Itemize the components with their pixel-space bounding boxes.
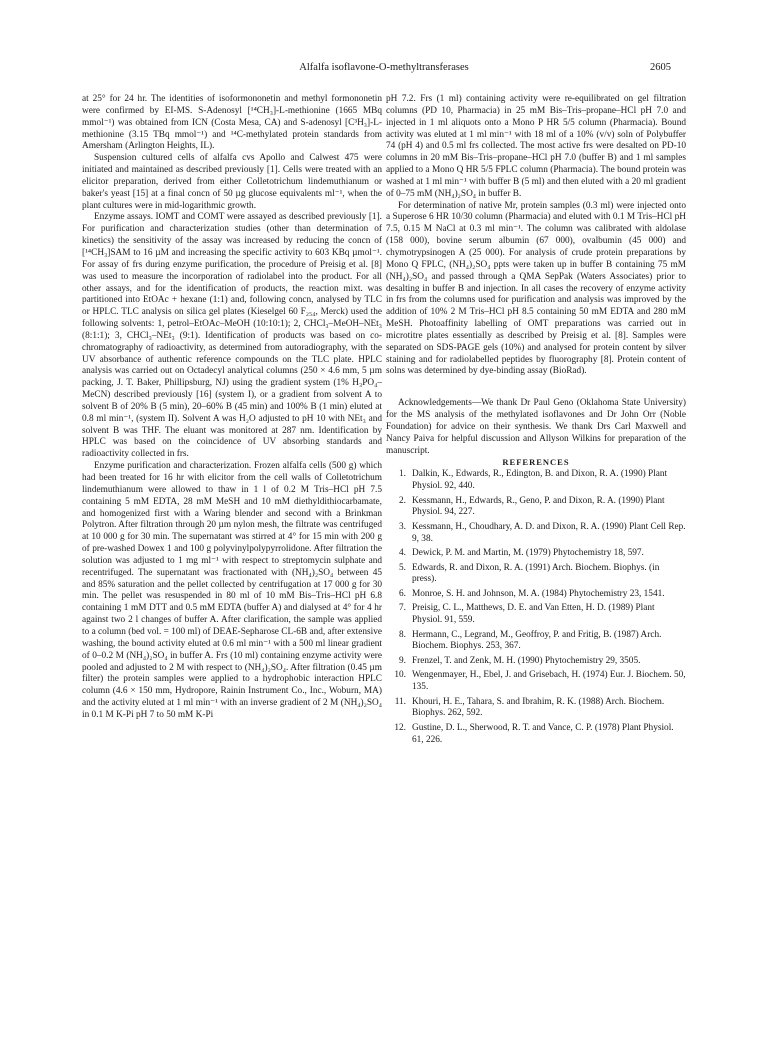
paragraph: at 25° for 24 hr. The identities of isoformononetin and methyl formononetin were confirmed by EI-MS. S-Adenosyl [¹⁴CH₃]-L-methionine (1665 MBq mmol⁻¹) was obtained from ICN (Costa Mesa, CA) and S-adenosyl [C³H₃]-L-methionine (3.15 TBq mmol⁻¹) and ¹⁴C-methylated protein standards from Amersham (Arlington Heights, IL). bbox=[82, 94, 382, 152]
reference-text: Monroe, S. H. and Johnson, M. A. (1984) Phytochemistry 23, 1541. bbox=[412, 588, 665, 599]
reference-text: Frenzel, T. and Zenk, M. H. (1990) Phytochemistry 29, 3505. bbox=[412, 655, 641, 666]
acknowledgements: Acknowledgements—We thank Dr Paul Geno (Oklahoma State University) for the MS analysis of the methylated isoflavones and Dr John Orr (Noble Foundation) for advice on their synthesis. We thank Drs Carl Maxwell and Nancy Paiva for helpful discussion and Allyson Wilkins for preparation of the manuscript. bbox=[386, 398, 686, 456]
reference-item bbox=[386, 723, 686, 747]
reference-item bbox=[386, 697, 686, 721]
reference-text: Wengenmayer, H., Ebel, J. and Grisebach, H. (1974) Eur. J. Biochem. 50, 135. bbox=[412, 670, 686, 693]
reference-number: 11. bbox=[394, 696, 406, 707]
references-heading: REFERENCES bbox=[502, 457, 570, 468]
reference-item bbox=[386, 522, 686, 546]
reference-text: Gustine, D. L., Sherwood, R. T. and Vance, C. P. (1978) Plant Physiol. 61, 226. bbox=[412, 722, 674, 745]
reference-number: 9. bbox=[399, 655, 406, 666]
reference-item bbox=[386, 630, 686, 654]
reference-text: Kessmann, H., Choudhary, A. D. and Dixon, R. A. (1990) Plant Cell Rep. 9, 38. bbox=[412, 521, 686, 544]
reference-text: Khouri, H. E., Tahara, S. and Ibrahim, R. K. (1988) Arch. Biochem. Biophys. 262, 592. bbox=[412, 696, 665, 719]
reference-item bbox=[386, 563, 686, 587]
reference-number: 5. bbox=[399, 562, 406, 573]
reference-number: 4. bbox=[399, 548, 406, 559]
page-number: 2605 bbox=[650, 62, 671, 73]
reference-text: Kessmann, H., Edwards, R., Geno, P. and Dixon, R. A. (1990) Plant Physiol. 94, 227. bbox=[412, 495, 665, 518]
reference-number: 10. bbox=[394, 670, 406, 681]
reference-number: 1. bbox=[399, 469, 406, 480]
running-title: Alfalfa isoflavone-O-methyltransferases bbox=[299, 62, 469, 73]
reference-text: Edwards, R. and Dixon, R. A. (1991) Arch. Biochem. Biophys. (in press). bbox=[412, 562, 660, 585]
reference-number: 2. bbox=[399, 495, 406, 506]
reference-item bbox=[386, 670, 686, 694]
reference-number: 3. bbox=[399, 521, 406, 532]
reference-text: Dewick, P. M. and Martin, M. (1979) Phytochemistry 18, 597. bbox=[412, 548, 644, 559]
paragraph: Enzyme purification and characterization. Frozen alfalfa cells (500 g) which had been treated for 16 hr with elicitor from the cell walls of Colletotrichum lindemuthianum were allowed to thaw in 1 l of 0.2 M Tris–HCl pH 7.5 containing 5 mM EDTA, 28 mM MeSH and 10 mM diethyldithiocarbamate, and homogenized first with a Waring blender and second with a Brinkman Polytron. After filtration through 20 µm nylon mesh, the filtrate was centrifuged at 10 000 g for 30 min. The supernatant was stirred at 4° for 15 min with 200 g of pre-washed Dowex 1 and 100 g polyvinylpolypyrrolidone. After filtration the solution was adjusted to 1 mg ml⁻¹ with respect to streptomycin sulphate and recentrifuged. The supernatant was fractionated with (NH₄)₂SO₄ between 45 and 85% saturation and the pellet collected by centrifugation at 17 000 g for 30 min. The pellet was resuspended in 80 ml of 10 mM Bis–Tris–HCl pH 6.8 containing 1 mM DTT and 0.5 mM EDTA (buffer A) and dialysed at 4° for 4 hr against two 2 l changes of buffer A. After clarification, the sample was applied to a column (bed vol. = 100 ml) of DEAE-Sepharose CL-6B and, after extensive washing, the bound activity eluted at 0.6 ml min⁻¹ with a 500 ml linear gradient of 0–0.2 M (NH₄)₂SO₄ in buffer A. Frs (10 ml) containing enzyme activity were pooled and adjusted to 2 M with respect to (NH₄)₂SO₄. After filtration (0.45 µm filter) the protein samples were applied to a hydrophobic interaction HPLC column (4.6 × 150 mm, Hydropore, Rainin Instrument Co., Inc., Woburn, MA) and the activity eluted at 1 ml min⁻¹ with an inverse gradient of 2 M (NH₄)₂SO₄ in 0.1 M K-Pi pH 7 to 50 mM K-Pi bbox=[82, 461, 382, 720]
reference-text: Hermann, C., Legrand, M., Geoffroy, P. and Fritig, B. (1987) Arch. Biochem. Biophys. 253, 367. bbox=[412, 629, 662, 652]
reference-item bbox=[386, 548, 686, 560]
reference-item bbox=[386, 603, 686, 627]
reference-number: 6. bbox=[399, 588, 406, 599]
left-column bbox=[82, 94, 382, 722]
reference-number: 12. bbox=[394, 722, 406, 733]
reference-item bbox=[386, 469, 686, 493]
reference-number: 8. bbox=[399, 629, 406, 640]
paragraph: Suspension cultured cells of alfalfa cvs Apollo and Calwest 475 were initiated and maintained as described previously [1]. Cells were treated with an elicitor preparation, derived from either Colletotrichum lindemuthianum or baker's yeast [15] at a final concn of 50 µg glucose equivalents ml⁻¹, when the plant cultures were in mid-logarithmic growth. bbox=[82, 153, 382, 211]
references-list bbox=[386, 469, 686, 746]
paragraph: pH 7.2. Frs (1 ml) containing activity were re-equilibrated on gel filtration columns (PD 10, Pharmacia) in 25 mM Bis–Tris–propane–HCl pH 7.0 and injected in 1 ml aliquots onto a Mono P HR 5/5 column (Pharmacia). Bound activity was eluted at 1 ml min⁻¹ with 18 ml of a 10% (v/v) soln of Polybuffer 74 (pH 4) and 0.5 ml frs collected. The most active frs were desalted on PD-10 columns in 20 mM Bis–Tris–propane–HCl pH 7.0 (buffer B) and 1 ml samples applied to a Mono Q HR 5/5 FPLC column (Pharmacia). The bound protein was washed at 1 ml min⁻¹ with buffer B (5 ml) and then eluted with a 20 ml gradient of 0–75 mM (NH₄)₂SO₄ in buffer B. bbox=[386, 94, 686, 199]
reference-item bbox=[386, 589, 686, 601]
reference-text: Preisig, C. L., Matthews, D. E. and Van Etten, H. D. (1989) Plant Physiol. 91, 559. bbox=[412, 603, 655, 626]
paragraph: Enzyme assays. IOMT and COMT were assayed as described previously [1]. For purification and characterization studies (other than determination of kinetics) the sensitivity of the assay was increased by reducing the concn of [¹⁴CH₃]SAM to 16 µM and increasing the specific activity to 603 KBq µmol⁻¹. For assay of frs during enzyme purification, the procedure of Preisig et al. [8] was used to measure the incorporation of radiolabel into the product. For all other assays, and for the identification of products, the reaction mixt. was partitioned into EtOAc + hexane (1:1) and, following concn, analysed by TLC or HPLC. TLC analysis on silica gel plates (Kieselgel 60 F₂₅₄, Merck) used the following solvents: 1, petrol–EtOAc–MeOH (10:10:1); 2, CHCl₃–MeOH–NEt₃ (8:1:1); 3, CHCl₃–NEt₃ (9:1). Identification of products was based on co-chromatography of radioactivity, as determined from autoradiography, with the UV absorbance of authentic reference compounds on the TLC plate. HPLC analysis was carried out on Octadecyl analytical columns (250 × 4.6 mm, 5 µm packing, J. T. Baker, Phillipsburg, NJ) using the gradient system (1% H₃PO₄–MeCN) described previously [16] (system I), or a gradient from solvent A to solvent B of 20% B (5 min), 20–60% B (45 min) and 100% B (1 min) eluted at 0.8 ml min⁻¹, (system II). Solvent A was H₂O adjusted to pH 10 with NEt₃ and solvent B was THF. The eluant was monitored at 287 nm. Identification by HPLC was based on the coincidence of UV absorbing standards and radioactivity collected in frs. bbox=[82, 212, 382, 460]
paragraph: For determination of native Mr, protein samples (0.3 ml) were injected onto a Superose 6 HR 10/30 column (Pharmacia) and eluted with 0.1 M Tris–HCl pH 7.5, 0.15 M NaCl at 0.3 ml min⁻¹. The column was calibrated with aldolase (158 000), bovine serum albumin (67 000), ovalbumin (45 000) and chymotrypsinogen A (25 000). For analysis of crude protein preparations by Mono Q FPLC, (NH₄)₂SO₄ ppts were taken up in buffer B containing 75 mM (NH₄)₂SO₄ and passed through a QMA SepPak (Waters Associates) prior to desalting in buffer B and injection. In all cases the recovery of enzyme activity in frs from the columns used for purification and analysis was improved by the addition of 10% 2 M Tris–HCl pH 8.5 containing 50 mM EDTA and 280 mM MeSH. Photoaffinity labelling of OMT preparations was carried out in microtitre plates essentially as described by Preisig et al. [8]. Samples were separated on SDS-PAGE gels (10%) and analysed for protein content by silver staining and for radiolabelled peptides by fluorography [8]. Protein content of solns was determined by dye-binding assay (BioRad). bbox=[386, 200, 686, 377]
right-column bbox=[386, 94, 686, 749]
reference-item bbox=[386, 496, 686, 520]
reference-text: Dalkin, K., Edwards, R., Edington, B. and Dixon, R. A. (1990) Plant Physiol. 92, 440. bbox=[412, 469, 668, 492]
reference-number: 7. bbox=[399, 603, 406, 614]
reference-item bbox=[386, 656, 686, 668]
